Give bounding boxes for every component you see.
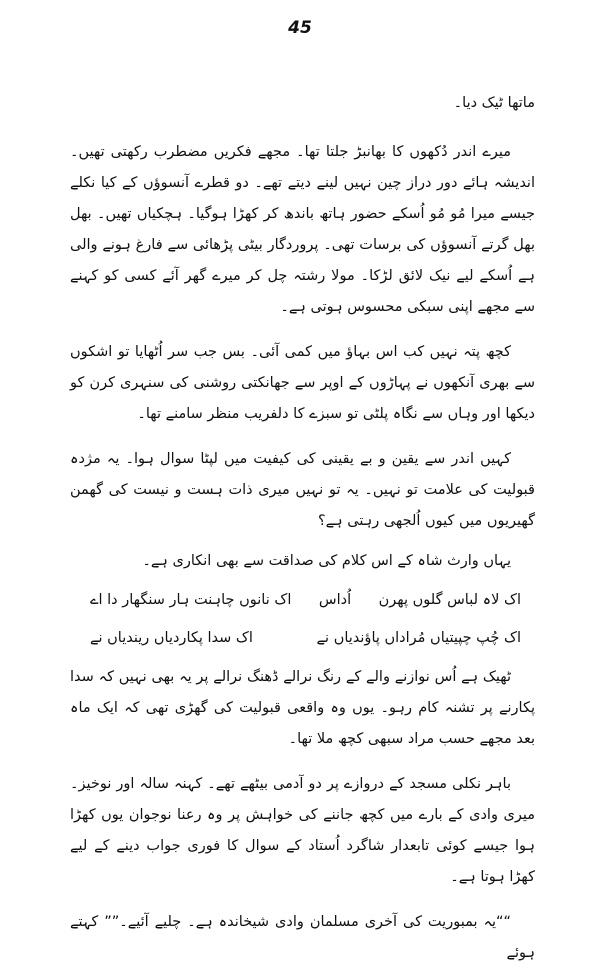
- paragraph-5: یہاں وارث شاہ کے اس کلام کی صداقت سے بھی انکاری ہے۔: [142, 553, 511, 569]
- page-number: 45: [288, 18, 312, 38]
- poetry-line-1-part-3: اک نانوں چاہنت ہار سنگھار دا اے: [90, 592, 292, 608]
- poetry-line-1-part-1: اک لاہ لباس گلوں پھرن: [378, 592, 521, 608]
- paragraph-3: کچھ پتہ نہیں کب اس بہاؤ میں کمی آئی۔ بس جب سر اُٹھایا تو اشکوں سے بھری آنکھوں نے پہاڑوں کے اوپر سے جھانکتی روشنی کی سنہری کرن کو دیکھا اور وہاں سے نگاہ پلٹی تو سبزے کا دلفریب منظر سامنے تھا۔: [70, 344, 535, 422]
- page-body: [70, 88, 535, 969]
- poetry-line-2-part-2: اک سدا پکاردیاں ریندیاں نے: [90, 630, 253, 646]
- paragraph-8: ““یہ بمبوریت کی آخری مسلمان وادی شیخاندہ ہے۔ چلیے آئیے۔”” کہتے ہوئے: [70, 914, 535, 961]
- paragraph-7: باہر نکلی مسجد کے دروازے پر دو آدمی بیٹھے تھے۔ کہنہ سالہ اور نوخیز۔ میری وادی کے بارے میں کچھ جاننے کی خواہش پر وہ رعنا نوجوان یوں کھڑا ہوا جیسے کوئی تابعدار شاگرد اُستاد کے سوال کا فوری جواب دینے کے لیے کھڑا ہوتا ہے۔: [70, 776, 535, 885]
- poetry-line-2-part-1: اک چُپ چپیتیاں مُراداں پاؤندیاں نے: [316, 630, 521, 646]
- poetry-line-2: [70, 623, 535, 653]
- poetry-line-1-part-2: اُداس: [318, 592, 352, 608]
- paragraph-4: کہیں اندر سے یقین و بے یقینی کی کیفیت میں لپٹا سوال ہوا۔ یہ مژدہ قبولیت کی علامت تو نہیں۔ یہ تو نہیں میری ذات ہست و نیست کی گھمن گھیریوں میں کیوں اُلجھی رہتی ہے؟: [70, 451, 535, 529]
- poetry-line-1: [70, 585, 535, 615]
- paragraph-2: میرے اندر دُکھوں کا بھانبڑ جلتا تھا۔ مجھے فکریں مضطرب رکھتی تھیں۔ اندیشہ ہائے دور دراز چین نہیں لینے دیتے تھے۔ دو قطرے آنسوؤں کے کیا نکلے جیسے میرا مُو مُو اُسکے حضور ہاتھ باندھ کر کھڑا ہوگیا۔ ہچکیاں تھیں۔ بھل بھل گرتے آنسوؤں کی برسات تھی۔ پروردگار بیٹی پڑھائی سے فارغ ہونے والی ہے اُسکے لیے نیک لائق لڑکا۔ مولا رشتہ چل کر میرے گھر آئے کسی کو کہنے سے مجھے اپنی سبکی محسوس ہوتی ہے۔: [70, 144, 535, 315]
- paragraph-1: ماتھا ٹیک دیا۔: [453, 95, 535, 111]
- paragraph-6: ٹھیک ہے اُس نوازنے والے کے رنگ نرالے ڈھنگ نرالے پر یہ بھی نہیں کہ سدا پکارنے پر تشنہ کام رہو۔ یوں وہ واقعی قبولیت کی گھڑی تھی کہ ایک ماہ بعد مجھے حسب مراد سبھی کچھ ملا تھا۔: [70, 669, 535, 747]
